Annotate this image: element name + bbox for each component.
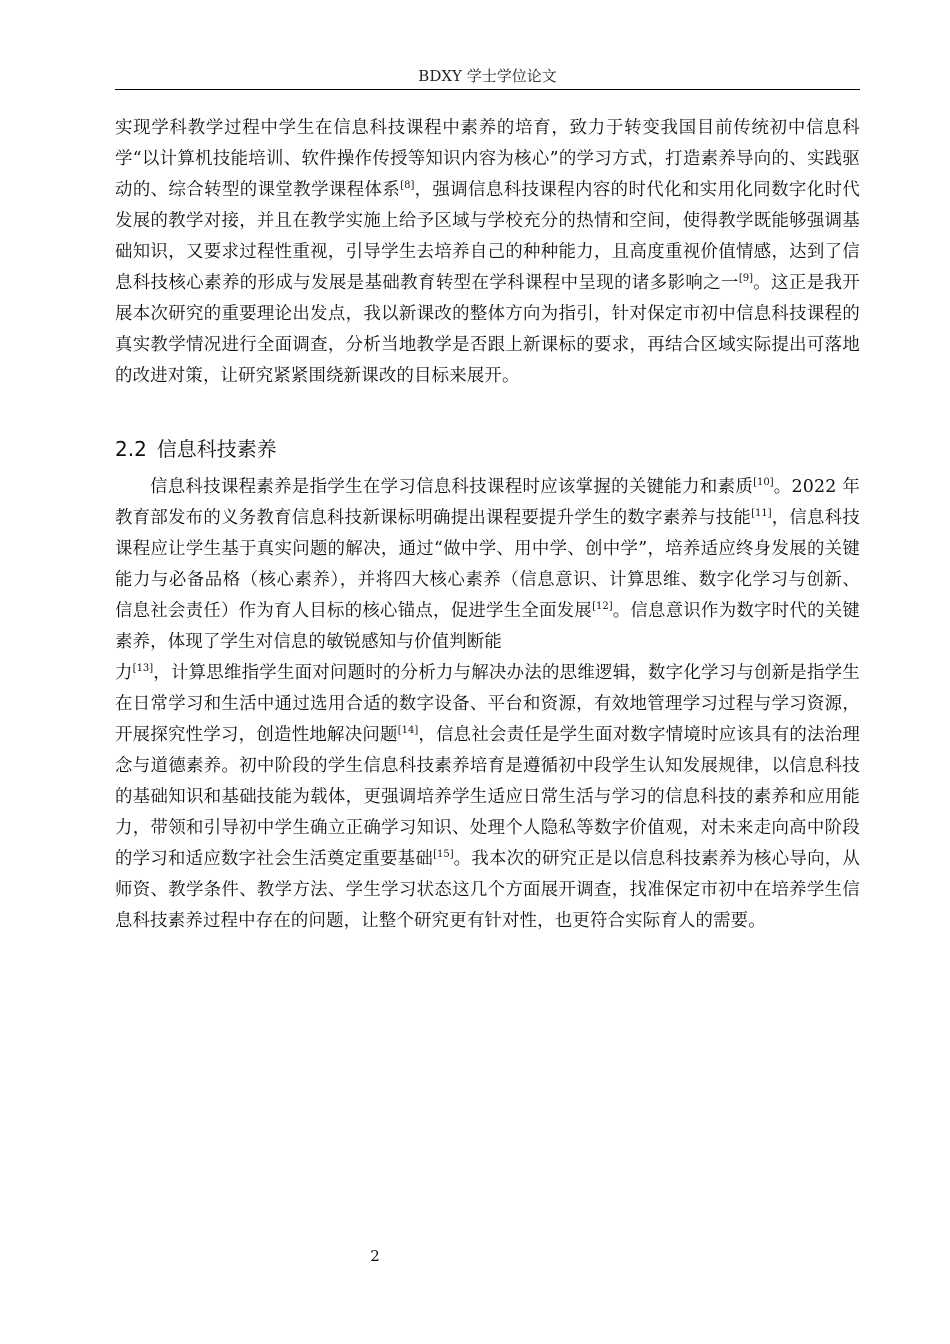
citation-13: [13] [132, 663, 154, 675]
paragraph-1-text-1: 实现学科教学过程中学生在信息科技课程中素养的培育，致力于转变我国目前传统初中信息科学“以计算机技能培训、软件操作传授等知识内容为核心”的学习方式，打造素养导向的、实践驱动的、综合转型的课堂教学课程体系 [115, 118, 860, 200]
paragraph-3 [115, 658, 860, 937]
page-content [115, 113, 860, 937]
paragraph-3-text-2: ，计算思维指学生面对问题时的分析力与解决办法的思维逻辑，数字化学习与创新是指学生在日常学习和生活中通过选用合适的数字设备、平台和资源，有效地管理学习过程与学习资源，开展探究性学习，创造性地解决问题 [115, 663, 860, 745]
paragraph-1-text-3: 。这正是我开展本次研究的重要理论出发点，我以新课改的整体方向为指引，针对保定市初中信息科技课程的真实教学情况进行全面调查，分析当地教学是否跟上新课标的要求，再结合区域实际提出可落地的改进对策，让研究紧紧围绕新课改的目标来展开。 [115, 273, 860, 386]
paragraph-3-text-1: 力 [115, 663, 133, 683]
citation-8: [8] [400, 180, 415, 192]
citation-15: [15] [433, 849, 454, 861]
citation-10: [10] [753, 477, 774, 489]
paragraph-1 [115, 113, 860, 392]
citation-9: [9] [738, 273, 754, 285]
section-number: 2.2 [115, 437, 147, 461]
paragraph-3-text-3: ，信息社会责任是学生面对数字情境时应该具有的法治理念与道德素养。初中阶段的学生信息科技素养培育是遵循初中段学生认知发展规律，以信息科技的基础知识和基础技能为载体，更强调培养学生适应日常生活与学习的信息科技的素养和应用能力，带领和引导初中学生确立正确学习知识、处理个人隐私等数字价值观，对未来走向高中阶段的学习和适应数字社会生活奠定重要基础 [115, 725, 860, 869]
paragraph-2-text-2: 。2022 年教育部发布的义务教育信息科技新课标明确提出课程要提升学生的数字素养与技能 [115, 477, 860, 528]
citation-11: [11] [751, 508, 772, 520]
paragraph-2-text-3: ，信息科技课程应让学生基于真实问题的解决，通过“做中学、用中学、创中学”，培养适应终身发展的关键能力与必备品格（核心素养），并将四大核心素养（信息意识、计算思维、数字化学习与创新、信息社会责任）作为育人目标的核心锚点，促进学生全面发展 [115, 508, 860, 621]
running-header: BDXY 学士学位论文 [418, 67, 557, 85]
paragraph-2-text-1: 信息科技课程素养是指学生在学习信息科技课程时应该掌握的关键能力和素质 [150, 477, 754, 497]
paragraph-1-text-2: ，强调信息科技课程内容的时代化和实用化同数字化时代发展的教学对接，并且在教学实施上给予区域与学校充分的热情和空间，使得教学既能够强调基础知识，又要求过程性重视，引导学生去培养自己的种种能力，且高度重视价值情感，达到了信息科技核心素养的形成与发展是基础教育转型在学科课程中呈现的诸多影响之一 [115, 180, 860, 293]
paragraph-2-text-4: 。信息意识作为数字时代的关键素养，体现了学生对信息的敏锐感知与价值判断能 [115, 601, 861, 652]
section-heading [115, 432, 860, 472]
citation-14: [14] [397, 725, 419, 737]
page-number: 2 [370, 1247, 380, 1265]
header-rule [115, 89, 860, 90]
paragraph-2 [115, 472, 860, 658]
paragraph-3-text-4: 。我本次的研究正是以信息科技素养为核心导向，从师资、教学条件、教学方法、学生学习状态这几个方面展开调查，找准保定市初中在培养学生信息科技素养过程中存在的问题，让整个研究更有针对性，也更符合实际育人的需要。 [115, 849, 860, 931]
citation-12: [12] [592, 601, 613, 613]
section-title: 信息科技素养 [156, 437, 277, 461]
